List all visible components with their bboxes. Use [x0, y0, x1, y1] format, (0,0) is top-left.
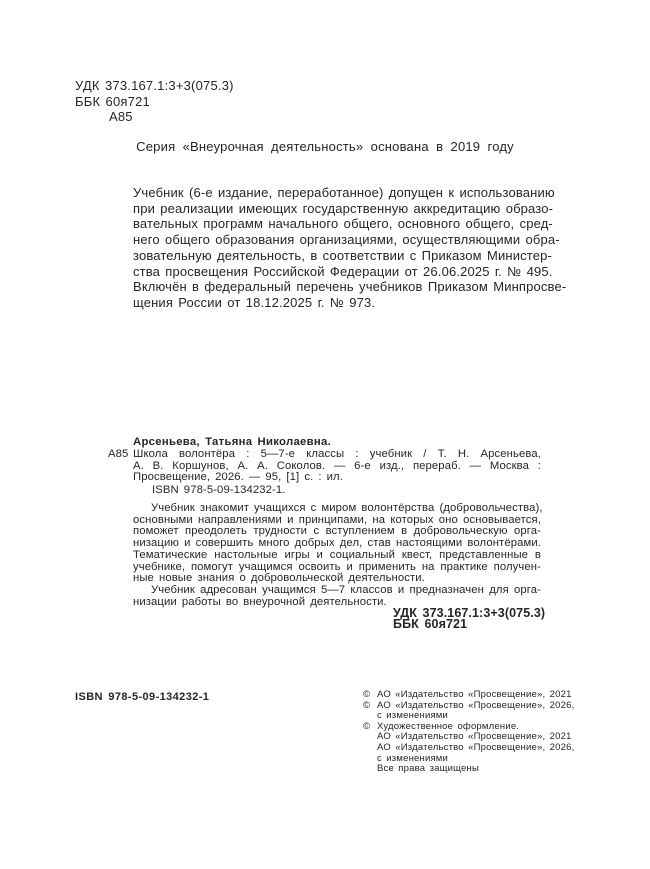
author-sign-code: А85: [109, 109, 133, 125]
copyright-text: с изменениями: [377, 710, 449, 722]
udk-code: УДК 373.167.1:3+3(075.3): [393, 606, 546, 620]
text-line: низации работы во внеурочной деятельности.: [133, 595, 387, 608]
author-heading: Арсеньева, Татьяна Николаевна.: [133, 436, 332, 448]
text-line: ства просвещения Российской Федерации от 26.06.2025 г. № 495.: [133, 263, 553, 279]
copyright-text: АО «Издательство «Просвещение», 2021: [377, 689, 572, 700]
classification-codes-top: [75, 78, 234, 125]
text-line: Включён в федеральный перечень учебников Приказом Минпросве-: [133, 279, 567, 295]
text-line: Тематические настольные игры и социальный квест, представленные в: [133, 548, 541, 561]
classification-codes-bottom: [393, 608, 545, 630]
text-line: Школа волонтёра : 5—7-е классы : учебник / Т. Н. Арсеньева,: [133, 447, 541, 460]
text-line: Просвещение, 2026. — 95, [1] с. : ил.: [133, 471, 343, 484]
text-line: вательных программ начального общего, основного общего, сред-: [133, 216, 553, 232]
bbk-code: ББК 60я721: [393, 617, 468, 632]
text-line: А. В. Коршунов, А. А. Соколов. — 6-е изд., перераб. — Москва :: [133, 459, 541, 472]
author-sign-code: А85: [108, 447, 129, 460]
isbn-footer: ISBN 978-5-09-134232-1: [75, 691, 210, 703]
copyright-symbol: ©: [363, 689, 371, 700]
copyright-text: АО «Издательство «Просвещение», 2026,: [377, 699, 575, 711]
copyright-symbol: ©: [363, 699, 371, 711]
text-line: щения России от 18.12.2025 г. № 973.: [133, 294, 376, 310]
isbn-catalog: ISBN 978-5-09-134232-1.: [152, 484, 286, 496]
text-line: него общего образования организациями, осуществляющими обра-: [133, 232, 560, 248]
copyright-indent: [363, 743, 377, 754]
catalog-card: [108, 436, 543, 609]
copyright-text: Все права защищены: [377, 763, 480, 775]
annotation-paragraph: [133, 503, 541, 585]
text-line: учебнике, помогут учащимся освоить и применить на практике получен-: [133, 560, 541, 573]
text-line: Учебник адресован учащимся 5—7 классов и предназначен для орга-: [151, 584, 541, 596]
text-line: зовательную деятельность, в соответствии с Приказом Министер-: [133, 247, 552, 263]
approval-paragraph: [133, 185, 567, 311]
text-line: Учебник знакомит учащихся с миром волонтёрства (добровольчества),: [151, 501, 543, 514]
text-line: при реализации имеющих государственную аккредитацию образо-: [133, 200, 554, 216]
copyright-text: с изменениями: [377, 752, 449, 764]
copyright-indent: [363, 732, 377, 743]
copyright-line: [363, 743, 574, 754]
text-line: ные новые знания о добровольческой деятельности.: [133, 572, 425, 585]
copyright-indent: [363, 754, 377, 765]
bibliographic-entry: [108, 447, 541, 484]
udk-code: УДК 373.167.1:3+3(075.3): [75, 78, 234, 93]
copyright-text: АО «Издательство «Просвещение», 2021: [377, 731, 572, 743]
copyright-symbol: ©: [363, 720, 371, 732]
text-line: низацию и совершить много добрых дел, став настоящими волонтёрами.: [133, 537, 541, 549]
copyright-line: [363, 764, 574, 775]
text-line: поможет преодолеть трудности с вступлением в добровольческую орга-: [133, 525, 541, 538]
copyright-text: АО «Издательство «Просвещение», 2026,: [377, 741, 575, 753]
audience-paragraph: [133, 585, 541, 609]
text-line: Учебник (6-е издание, переработанное) допущен к использованию: [133, 185, 555, 200]
copyright-text: Художественное оформление.: [377, 720, 520, 732]
copyright-block: [363, 690, 574, 775]
text-line: основными направлениями и принципами, на которых оно основывается,: [133, 513, 541, 526]
series-note: Серия «Внеурочная деятельность» основана в 2019 году: [136, 139, 514, 154]
copyright-line: [363, 690, 574, 701]
bbk-code: ББК 60я721: [75, 93, 150, 109]
copyright-indent: [363, 764, 377, 775]
